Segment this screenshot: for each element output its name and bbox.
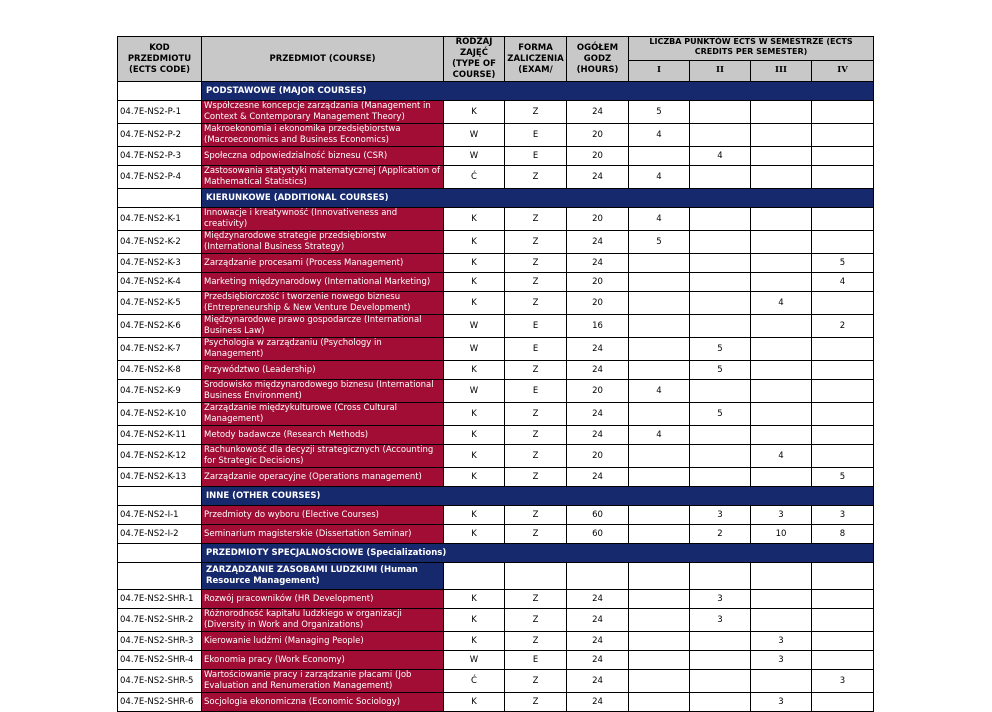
course-code: 04.7E-NS2-K-6 — [118, 315, 202, 338]
header-code: KOD PRZEDMIOTU (ECTS CODE) — [118, 37, 202, 82]
ects-sem-3: 10 — [751, 525, 812, 544]
course-form: Z — [505, 426, 567, 445]
header-hours: OGÓŁEM GODZ (HOURS) — [567, 37, 629, 82]
course-name: Seminarium magisterskie (Dissertation Seminar) — [202, 525, 444, 544]
table-row — [118, 124, 874, 147]
course-hours: 24 — [567, 468, 629, 487]
course-type: K — [444, 426, 505, 445]
course-type: K — [444, 506, 505, 525]
subgroup-empty-cell — [505, 563, 567, 590]
ects-sem-1 — [629, 651, 690, 670]
course-code: 04.7E-NS2-SHR-3 — [118, 632, 202, 651]
course-code: 04.7E-NS2-I-1 — [118, 506, 202, 525]
ects-sem-2 — [690, 445, 751, 468]
course-code: 04.7E-NS2-K-9 — [118, 380, 202, 403]
table-row — [118, 670, 874, 693]
subgroup-empty-cell — [444, 563, 505, 590]
ects-sem-2: 5 — [690, 361, 751, 380]
course-type: Ć — [444, 166, 505, 189]
course-name: Przywództwo (Leadership) — [202, 361, 444, 380]
ects-sem-4 — [812, 166, 874, 189]
course-form: E — [505, 315, 567, 338]
ects-sem-2 — [690, 166, 751, 189]
course-name: Przedsiębiorczość i tworzenie nowego biznesu (Entrepreneurship & New Venture Development) — [202, 292, 444, 315]
table-row — [118, 426, 874, 445]
course-hours: 24 — [567, 231, 629, 254]
ects-sem-3 — [751, 361, 812, 380]
ects-sem-2 — [690, 651, 751, 670]
table-row — [118, 506, 874, 525]
course-hours: 20 — [567, 124, 629, 147]
ects-sem-4 — [812, 338, 874, 361]
table-row — [118, 101, 874, 124]
subgroup-empty-cell — [567, 563, 629, 590]
course-form: Z — [505, 231, 567, 254]
ects-sem-1: 4 — [629, 166, 690, 189]
ects-sem-2 — [690, 273, 751, 292]
course-name: Zastosowania statystyki matematycznej (Application of Mathematical Statistics) — [202, 166, 444, 189]
section-spacer — [118, 487, 202, 506]
ects-sem-2: 3 — [690, 609, 751, 632]
course-code: 04.7E-NS2-P-4 — [118, 166, 202, 189]
course-code: 04.7E-NS2-P-3 — [118, 147, 202, 166]
ects-sem-1: 4 — [629, 208, 690, 231]
course-name: Makroekonomia i ekonomika przedsiębiorstwa (Macroeconomics and Business Economics) — [202, 124, 444, 147]
ects-sem-3 — [751, 273, 812, 292]
ects-sem-3 — [751, 338, 812, 361]
course-code: 04.7E-NS2-SHR-6 — [118, 693, 202, 712]
section-title: KIERUNKOWE (ADDITIONAL COURSES) — [202, 189, 874, 208]
course-form: Z — [505, 632, 567, 651]
ects-sem-4 — [812, 231, 874, 254]
ects-sem-1 — [629, 609, 690, 632]
course-hours: 20 — [567, 380, 629, 403]
course-type: W — [444, 315, 505, 338]
course-name: Środowisko międzynarodowego biznesu (International Business Environment) — [202, 380, 444, 403]
ects-sem-2: 2 — [690, 525, 751, 544]
ects-sem-3 — [751, 609, 812, 632]
course-form: E — [505, 338, 567, 361]
course-type: W — [444, 338, 505, 361]
course-type: K — [444, 361, 505, 380]
course-name: Psychologia w zarządzaniu (Psychology in Management) — [202, 338, 444, 361]
course-type: W — [444, 651, 505, 670]
ects-sem-3 — [751, 166, 812, 189]
table-row — [118, 273, 874, 292]
course-code: 04.7E-NS2-I-2 — [118, 525, 202, 544]
course-hours: 24 — [567, 632, 629, 651]
ects-sem-4 — [812, 590, 874, 609]
ects-sem-1 — [629, 315, 690, 338]
ects-sem-4 — [812, 403, 874, 426]
course-form: E — [505, 147, 567, 166]
header-course: PRZEDMIOT (COURSE) — [202, 37, 444, 82]
curriculum-table — [117, 36, 874, 712]
section-header-row — [118, 544, 874, 563]
course-name: Metody badawcze (Research Methods) — [202, 426, 444, 445]
ects-sem-2 — [690, 468, 751, 487]
ects-sem-2 — [690, 315, 751, 338]
course-hours: 24 — [567, 403, 629, 426]
course-name: Współczesne koncepcje zarządzania (Management in Context & Contemporary Management Theory) — [202, 101, 444, 124]
ects-sem-4: 2 — [812, 315, 874, 338]
ects-sem-2 — [690, 292, 751, 315]
ects-sem-4 — [812, 651, 874, 670]
ects-sem-1: 5 — [629, 231, 690, 254]
course-form: Z — [505, 166, 567, 189]
header-sem-4: IV — [812, 60, 874, 81]
ects-sem-3 — [751, 403, 812, 426]
subgroup-row — [118, 563, 874, 590]
table-row — [118, 166, 874, 189]
course-code: 04.7E-NS2-K-13 — [118, 468, 202, 487]
ects-sem-1 — [629, 670, 690, 693]
ects-sem-4 — [812, 101, 874, 124]
course-form: Z — [505, 403, 567, 426]
course-type: K — [444, 403, 505, 426]
ects-sem-4 — [812, 208, 874, 231]
subgroup-empty-cell — [690, 563, 751, 590]
course-name: Wartościowanie pracy i zarządzanie płacami (Job Evaluation and Renumeration Management) — [202, 670, 444, 693]
section-spacer — [118, 189, 202, 208]
ects-sem-2: 3 — [690, 506, 751, 525]
course-type: Ć — [444, 670, 505, 693]
course-type: W — [444, 124, 505, 147]
section-header-row — [118, 189, 874, 208]
course-hours: 24 — [567, 361, 629, 380]
course-hours: 20 — [567, 147, 629, 166]
ects-sem-2 — [690, 632, 751, 651]
course-hours: 24 — [567, 254, 629, 273]
course-type: K — [444, 254, 505, 273]
table-row — [118, 208, 874, 231]
table-row — [118, 254, 874, 273]
ects-sem-4: 4 — [812, 273, 874, 292]
course-hours: 20 — [567, 292, 629, 315]
header-form: FORMA ZALICZENIA (EXAM/ — [505, 37, 567, 82]
table-row — [118, 590, 874, 609]
ects-sem-3 — [751, 670, 812, 693]
subgroup-empty-cell — [629, 563, 690, 590]
course-type: K — [444, 632, 505, 651]
course-form: E — [505, 380, 567, 403]
section-header-row — [118, 82, 874, 101]
ects-sem-2: 5 — [690, 338, 751, 361]
ects-sem-1 — [629, 632, 690, 651]
ects-sem-3 — [751, 101, 812, 124]
course-form: Z — [505, 101, 567, 124]
course-name: Ekonomia pracy (Work Economy) — [202, 651, 444, 670]
ects-sem-3 — [751, 254, 812, 273]
course-form: Z — [505, 361, 567, 380]
subgroup-title: ZARZĄDZANIE ZASOBAMI LUDZKIMI (Human Resource Management) — [202, 563, 444, 590]
ects-sem-2 — [690, 380, 751, 403]
ects-sem-1: 5 — [629, 101, 690, 124]
course-hours: 20 — [567, 273, 629, 292]
course-form: E — [505, 124, 567, 147]
section-header-row — [118, 487, 874, 506]
course-hours: 20 — [567, 445, 629, 468]
table-row — [118, 292, 874, 315]
subgroup-spacer — [118, 563, 202, 590]
course-form: Z — [505, 670, 567, 693]
ects-sem-1 — [629, 403, 690, 426]
ects-sem-4: 3 — [812, 506, 874, 525]
ects-sem-4: 5 — [812, 254, 874, 273]
course-form: Z — [505, 208, 567, 231]
course-hours: 20 — [567, 208, 629, 231]
course-code: 04.7E-NS2-K-1 — [118, 208, 202, 231]
ects-sem-2 — [690, 101, 751, 124]
ects-sem-3: 4 — [751, 445, 812, 468]
ects-sem-1 — [629, 254, 690, 273]
course-code: 04.7E-NS2-K-12 — [118, 445, 202, 468]
section-spacer — [118, 544, 202, 563]
ects-sem-3 — [751, 208, 812, 231]
course-form: Z — [505, 693, 567, 712]
ects-sem-1 — [629, 338, 690, 361]
ects-sem-1 — [629, 525, 690, 544]
course-name: Przedmioty do wyboru (Elective Courses) — [202, 506, 444, 525]
course-form: Z — [505, 506, 567, 525]
course-form: E — [505, 651, 567, 670]
table-row — [118, 632, 874, 651]
course-form: Z — [505, 254, 567, 273]
course-type: W — [444, 380, 505, 403]
course-name: Społeczna odpowiedzialność biznesu (CSR) — [202, 147, 444, 166]
course-type: W — [444, 147, 505, 166]
ects-sem-4 — [812, 292, 874, 315]
ects-sem-3 — [751, 124, 812, 147]
ects-sem-3 — [751, 147, 812, 166]
course-type: K — [444, 468, 505, 487]
course-hours: 24 — [567, 338, 629, 361]
ects-sem-3: 4 — [751, 292, 812, 315]
ects-sem-3: 3 — [751, 693, 812, 712]
course-name: Zarządzanie procesami (Process Management) — [202, 254, 444, 273]
course-code: 04.7E-NS2-K-8 — [118, 361, 202, 380]
ects-sem-4 — [812, 693, 874, 712]
course-form: Z — [505, 525, 567, 544]
header-type: RODZAJ ZAJĘĆ (TYPE OF COURSE) — [444, 37, 505, 82]
course-hours: 24 — [567, 166, 629, 189]
table-row — [118, 147, 874, 166]
ects-sem-1 — [629, 361, 690, 380]
ects-sem-2 — [690, 208, 751, 231]
table-row — [118, 693, 874, 712]
ects-sem-3: 3 — [751, 651, 812, 670]
ects-sem-1: 4 — [629, 380, 690, 403]
course-hours: 60 — [567, 506, 629, 525]
header-sem-3: III — [751, 60, 812, 81]
ects-sem-2 — [690, 231, 751, 254]
table-row — [118, 651, 874, 670]
ects-sem-2 — [690, 426, 751, 445]
ects-sem-2: 4 — [690, 147, 751, 166]
course-form: Z — [505, 292, 567, 315]
ects-sem-4 — [812, 147, 874, 166]
ects-sem-2 — [690, 124, 751, 147]
course-name: Kierowanie ludźmi (Managing People) — [202, 632, 444, 651]
ects-sem-2: 5 — [690, 403, 751, 426]
table-row — [118, 231, 874, 254]
course-code: 04.7E-NS2-K-11 — [118, 426, 202, 445]
course-type: K — [444, 525, 505, 544]
ects-sem-1 — [629, 147, 690, 166]
ects-sem-4: 8 — [812, 525, 874, 544]
course-code: 04.7E-NS2-SHR-4 — [118, 651, 202, 670]
ects-sem-4 — [812, 124, 874, 147]
table-row — [118, 525, 874, 544]
course-type: K — [444, 231, 505, 254]
course-type: K — [444, 693, 505, 712]
course-hours: 24 — [567, 609, 629, 632]
ects-sem-4 — [812, 632, 874, 651]
course-type: K — [444, 101, 505, 124]
ects-sem-1 — [629, 693, 690, 712]
ects-sem-2 — [690, 254, 751, 273]
course-name: Różnorodność kapitału ludzkiego w organizacji (Diversity in Work and Organizations) — [202, 609, 444, 632]
table-row — [118, 315, 874, 338]
header-sem-1: I — [629, 60, 690, 81]
course-hours: 24 — [567, 426, 629, 445]
course-name: Innowacje i kreatywność (Innovativeness and creativity) — [202, 208, 444, 231]
course-name: Zarządzanie operacyjne (Operations management) — [202, 468, 444, 487]
table-row — [118, 380, 874, 403]
ects-sem-1 — [629, 468, 690, 487]
course-name: Międzynarodowe prawo gospodarcze (International Business Law) — [202, 315, 444, 338]
table-row — [118, 609, 874, 632]
section-title: PODSTAWOWE (MAJOR COURSES) — [202, 82, 874, 101]
table-row — [118, 468, 874, 487]
ects-sem-1 — [629, 506, 690, 525]
course-hours: 24 — [567, 590, 629, 609]
course-type: K — [444, 609, 505, 632]
ects-sem-3 — [751, 315, 812, 338]
header-sem-2: II — [690, 60, 751, 81]
course-code: 04.7E-NS2-K-5 — [118, 292, 202, 315]
course-form: Z — [505, 445, 567, 468]
subgroup-empty-cell — [751, 563, 812, 590]
ects-sem-1 — [629, 292, 690, 315]
course-hours: 24 — [567, 693, 629, 712]
course-name: Socjologia ekonomiczna (Economic Sociology) — [202, 693, 444, 712]
course-name: Rozwój pracowników (HR Development) — [202, 590, 444, 609]
course-hours: 24 — [567, 670, 629, 693]
course-hours: 16 — [567, 315, 629, 338]
course-type: K — [444, 590, 505, 609]
ects-sem-4: 3 — [812, 670, 874, 693]
course-code: 04.7E-NS2-P-2 — [118, 124, 202, 147]
course-form: Z — [505, 590, 567, 609]
course-code: 04.7E-NS2-SHR-5 — [118, 670, 202, 693]
ects-sem-3 — [751, 468, 812, 487]
course-code: 04.7E-NS2-P-1 — [118, 101, 202, 124]
course-type: K — [444, 292, 505, 315]
ects-sem-1 — [629, 590, 690, 609]
section-spacer — [118, 82, 202, 101]
table-row — [118, 403, 874, 426]
course-code: 04.7E-NS2-K-3 — [118, 254, 202, 273]
course-name: Rachunkowość dla decyzji strategicznych (Accounting for Strategic Decisions) — [202, 445, 444, 468]
course-name: Marketing międzynarodowy (International Marketing) — [202, 273, 444, 292]
course-code: 04.7E-NS2-SHR-1 — [118, 590, 202, 609]
ects-sem-3: 3 — [751, 632, 812, 651]
ects-sem-3: 3 — [751, 506, 812, 525]
ects-sem-2: 3 — [690, 590, 751, 609]
course-code: 04.7E-NS2-K-7 — [118, 338, 202, 361]
ects-sem-3 — [751, 380, 812, 403]
ects-sem-2 — [690, 693, 751, 712]
ects-sem-1 — [629, 273, 690, 292]
course-hours: 24 — [567, 101, 629, 124]
course-form: Z — [505, 609, 567, 632]
ects-sem-4 — [812, 380, 874, 403]
course-name: Zarządzanie międzykulturowe (Cross Cultural Management) — [202, 403, 444, 426]
ects-sem-4 — [812, 609, 874, 632]
ects-sem-3 — [751, 590, 812, 609]
ects-sem-4 — [812, 445, 874, 468]
ects-sem-4 — [812, 426, 874, 445]
header-row — [118, 37, 874, 61]
section-title: INNE (OTHER COURSES) — [202, 487, 874, 506]
course-code: 04.7E-NS2-K-2 — [118, 231, 202, 254]
course-code: 04.7E-NS2-SHR-2 — [118, 609, 202, 632]
header-ects: LICZBA PUNKTÓW ECTS W SEMESTRZE (ECTS CREDITS PER SEMESTER) — [629, 37, 874, 61]
course-type: K — [444, 273, 505, 292]
table-row — [118, 361, 874, 380]
table-row — [118, 338, 874, 361]
ects-sem-3 — [751, 426, 812, 445]
subgroup-empty-cell — [812, 563, 874, 590]
course-code: 04.7E-NS2-K-10 — [118, 403, 202, 426]
ects-sem-3 — [751, 231, 812, 254]
table-row — [118, 445, 874, 468]
course-form: Z — [505, 273, 567, 292]
ects-sem-1: 4 — [629, 124, 690, 147]
ects-sem-1 — [629, 445, 690, 468]
section-title: PRZEDMIOTY SPECJALNOŚCIOWE (Specializations) — [202, 544, 874, 563]
ects-sem-2 — [690, 670, 751, 693]
ects-sem-4: 5 — [812, 468, 874, 487]
course-code: 04.7E-NS2-K-4 — [118, 273, 202, 292]
ects-sem-4 — [812, 361, 874, 380]
course-form: Z — [505, 468, 567, 487]
course-hours: 60 — [567, 525, 629, 544]
course-hours: 24 — [567, 651, 629, 670]
ects-sem-1: 4 — [629, 426, 690, 445]
course-name: Międzynarodowe strategie przedsiębiorstw (International Business Strategy) — [202, 231, 444, 254]
course-type: K — [444, 208, 505, 231]
course-type: K — [444, 445, 505, 468]
